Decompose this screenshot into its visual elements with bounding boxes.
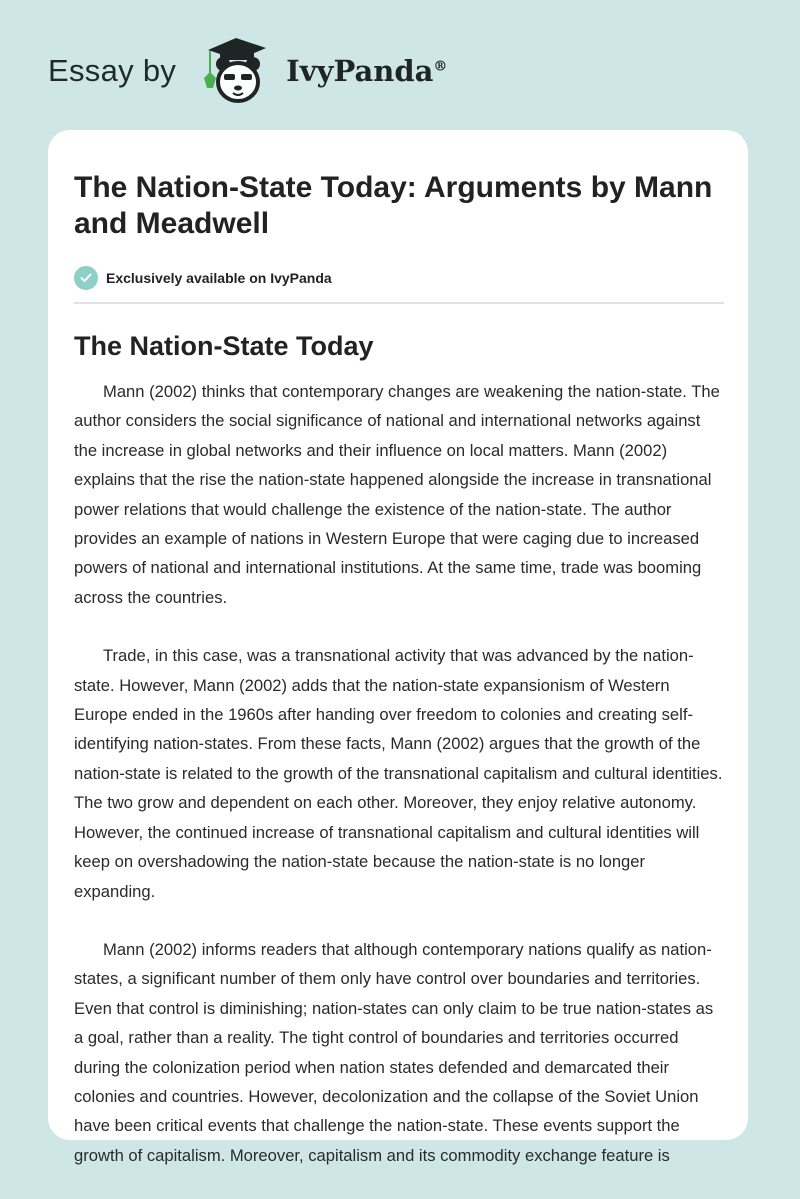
divider (74, 302, 724, 304)
paragraph: Trade, in this case, was a transnational activity that was advanced by the nation-state. However, Mann (2002) adds that the nation-state expansionism of Western Europe ended in the 1960s after handing over freedom to colonies and creating self-identifying nation-states. From these facts, Mann (2002) argues that the growth of the nation-state is related to the growth of the transnational capitalism and cultural identities. The two grow and dependent on each other. Moreover, they enjoy relative autonomy. However, the continued increase of transnational capitalism and cultural identities will keep on overshadowing the nation-state because the nation-state is no longer expanding. (74, 646, 723, 901)
essay-title: The Nation-State Today: Arguments by Mann and Meadwell (74, 171, 713, 240)
ivypanda-logo-icon (196, 36, 282, 106)
brand-header[interactable] (48, 36, 447, 106)
brand-name: IvyPanda (286, 54, 434, 88)
exclusive-badge (74, 264, 724, 292)
registered-mark: ® (433, 58, 448, 75)
essay-by-label: Essay by (48, 53, 177, 88)
ivypanda-wordmark (286, 54, 447, 88)
paragraph: Mann (2002) informs readers that although contemporary nations qualify as nation-states, a significant number of them only have control over boundaries and territories. Even that control is diminishing; nation-states can only claim to be true nation-states as a goal, rather than a reality. The tight control of boundaries and territories occurred during the colonization period when nation states defended and demarcated their colonies and countries. However, decolonization and the collapse of the Soviet Union have been critical events that challenge the nation-state. These events support the growth of capitalism. Moreover, capitalism and its commodity exchange feature is (74, 939, 714, 1165)
section-heading: The Nation-State Today (74, 331, 374, 361)
paragraph: Mann (2002) thinks that contemporary changes are weakening the nation-state. The author considers the social significance of national and international networks against the increase in global networks and their influence on local matters. Mann (2002) explains that the rise the nation-state happened alongside the increase in transnational power relations that would challenge the existence of the nation-state. The author provides an example of nations in Western Europe that were caging due to increased powers of national and international institutions. At the same time, trade was booming across the countries. (74, 382, 720, 607)
badge-text: Exclusively available on IvyPanda (106, 270, 332, 286)
check-circle-icon (74, 266, 98, 290)
essay-card (48, 130, 748, 1165)
